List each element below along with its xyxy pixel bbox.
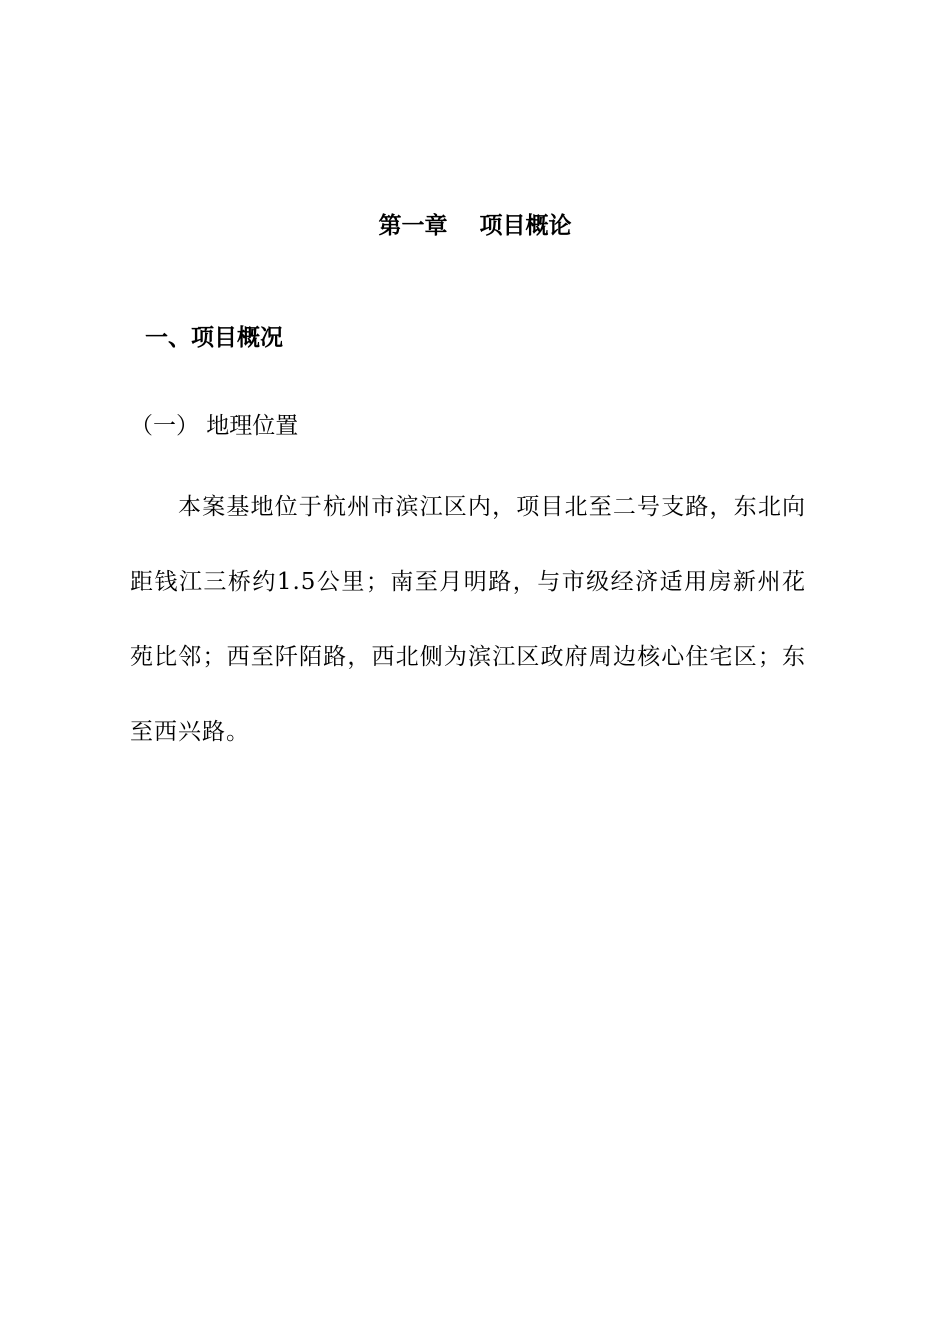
chapter-title: 第一章 项目概论 xyxy=(378,213,572,239)
subsection-heading: （一） 地理位置 xyxy=(130,413,299,439)
section-heading: 一、项目概况 xyxy=(145,325,283,351)
body-paragraph: 本案基地位于杭州市滨江区内，项目北至二号支路，东北向距钱江三桥约1.5公里；南至月明路，与市级经济适用房新州花苑比邻；西至阡陌路，西北侧为滨江区政府周边核心住宅区；东至西兴路。 xyxy=(130,494,806,745)
